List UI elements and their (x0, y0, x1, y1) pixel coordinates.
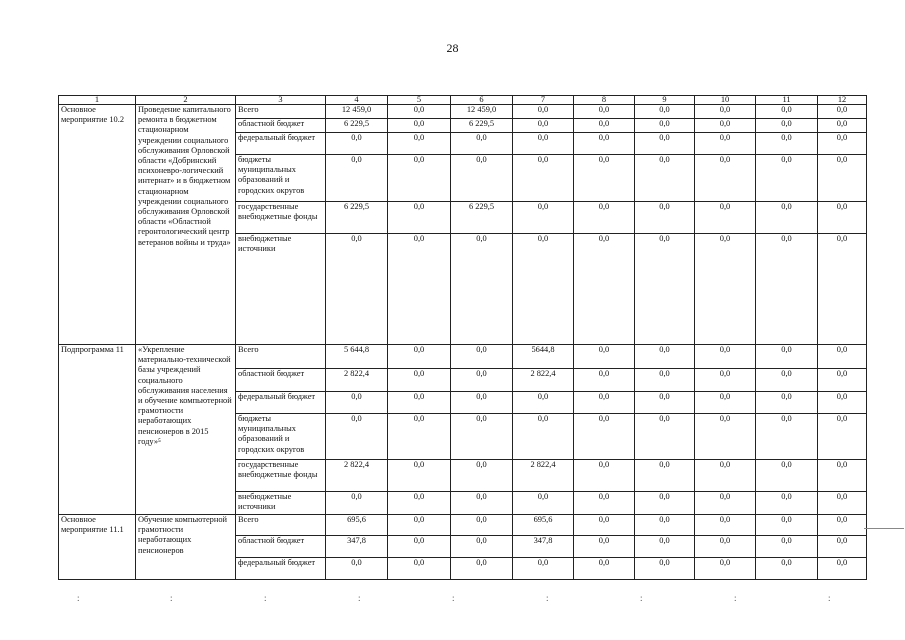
value-cell: 695,6 (513, 515, 574, 536)
value-cell: 0,0 (635, 119, 695, 133)
scan-dots (0, 593, 905, 603)
scan-mark: : (264, 593, 267, 603)
value-cell: 0,0 (574, 414, 635, 460)
value-cell: 0,0 (695, 119, 756, 133)
value-cell: 0,0 (635, 492, 695, 515)
value-cell: 0,0 (574, 392, 635, 414)
value-cell: 0,0 (326, 414, 388, 460)
value-cell: 0,0 (635, 392, 695, 414)
value-cell: 0,0 (695, 133, 756, 155)
value-cell: 0,0 (695, 369, 756, 392)
value-cell: 0,0 (695, 234, 756, 345)
value-cell: 0,0 (756, 345, 818, 369)
header-cell: 11 (756, 96, 818, 105)
value-cell: 0,0 (818, 202, 867, 234)
value-cell: 0,0 (818, 155, 867, 202)
value-cell: 0,0 (695, 155, 756, 202)
value-cell: 0,0 (451, 414, 513, 460)
value-cell: 0,0 (574, 202, 635, 234)
value-cell: 0,0 (635, 460, 695, 492)
value-cell: 0,0 (326, 133, 388, 155)
header-cell: 9 (635, 96, 695, 105)
value-cell: 0,0 (756, 369, 818, 392)
value-cell: 0,0 (695, 105, 756, 119)
value-cell: 0,0 (574, 105, 635, 119)
value-cell: 0,0 (451, 133, 513, 155)
value-cell: 0,0 (756, 414, 818, 460)
value-cell: 0,0 (574, 515, 635, 536)
funding-source-cell: областной бюджет (236, 536, 326, 558)
value-cell: 0,0 (326, 558, 388, 580)
value-cell: 0,0 (451, 536, 513, 558)
value-cell: 0,0 (756, 515, 818, 536)
scan-mark: : (358, 593, 361, 603)
value-cell: 0,0 (513, 105, 574, 119)
value-cell: 0,0 (388, 515, 451, 536)
header-cell: 6 (451, 96, 513, 105)
value-cell: 0,0 (635, 105, 695, 119)
funding-source-cell: бюджеты муниципальных образований и городских округов (236, 414, 326, 460)
header-cell: 1 (59, 96, 136, 105)
header-cell: 5 (388, 96, 451, 105)
value-cell: 0,0 (388, 105, 451, 119)
value-cell: 0,0 (695, 492, 756, 515)
scan-mark: : (828, 593, 831, 603)
value-cell: 0,0 (695, 392, 756, 414)
scan-mark: : (452, 593, 455, 603)
value-cell: 0,0 (451, 492, 513, 515)
table-body (59, 96, 867, 580)
value-cell: 0,0 (756, 119, 818, 133)
scan-mark: : (640, 593, 643, 603)
value-cell: 0,0 (756, 133, 818, 155)
value-cell: 0,0 (388, 202, 451, 234)
value-cell: 0,0 (388, 392, 451, 414)
value-cell: 12 459,0 (326, 105, 388, 119)
value-cell: 0,0 (818, 105, 867, 119)
value-cell: 0,0 (574, 345, 635, 369)
funding-source-cell: Всего (236, 345, 326, 369)
value-cell: 2 822,4 (513, 369, 574, 392)
funding-source-cell: Всего (236, 105, 326, 119)
header-cell: 7 (513, 96, 574, 105)
funding-source-cell: федеральный бюджет (236, 133, 326, 155)
value-cell: 0,0 (451, 369, 513, 392)
value-cell: 0,0 (635, 414, 695, 460)
header-cell: 12 (818, 96, 867, 105)
funding-source-cell: федеральный бюджет (236, 392, 326, 414)
value-cell: 0,0 (451, 515, 513, 536)
value-cell: 0,0 (818, 345, 867, 369)
value-cell: 0,0 (756, 392, 818, 414)
value-cell: 5644,8 (513, 345, 574, 369)
value-cell: 0,0 (574, 234, 635, 345)
value-cell: 6 229,5 (326, 119, 388, 133)
value-cell: 0,0 (388, 536, 451, 558)
value-cell: 0,0 (388, 119, 451, 133)
value-cell: 0,0 (326, 392, 388, 414)
value-cell: 0,0 (388, 345, 451, 369)
value-cell: 0,0 (326, 234, 388, 345)
table-row (59, 345, 867, 369)
value-cell: 0,0 (756, 105, 818, 119)
value-cell: 0,0 (388, 234, 451, 345)
value-cell: 0,0 (818, 515, 867, 536)
value-cell: 695,6 (326, 515, 388, 536)
funding-source-cell: внебюджетные источники (236, 492, 326, 515)
funding-source-cell: государственные внебюджетные фонды (236, 460, 326, 492)
scan-mark: : (734, 593, 737, 603)
funding-source-cell: Всего (236, 515, 326, 536)
value-cell: 0,0 (818, 392, 867, 414)
value-cell: 0,0 (635, 515, 695, 536)
value-cell: 0,0 (756, 492, 818, 515)
table-row (59, 105, 867, 119)
value-cell: 0,0 (326, 492, 388, 515)
value-cell: 0,0 (756, 234, 818, 345)
value-cell: 0,0 (818, 492, 867, 515)
value-cell: 0,0 (756, 558, 818, 580)
value-cell: 0,0 (513, 234, 574, 345)
value-cell: 0,0 (635, 234, 695, 345)
value-cell: 0,0 (574, 460, 635, 492)
funding-source-cell: областной бюджет (236, 369, 326, 392)
value-cell: 0,0 (695, 414, 756, 460)
value-cell: 0,0 (574, 155, 635, 202)
value-cell: 6 229,5 (326, 202, 388, 234)
header-cell: 10 (695, 96, 756, 105)
budget-table (58, 95, 867, 580)
value-cell: 0,0 (574, 536, 635, 558)
program-code-cell: Подпрограмма 11 (59, 345, 136, 515)
value-cell: 0,0 (388, 492, 451, 515)
value-cell: 0,0 (326, 155, 388, 202)
scan-mark: : (170, 593, 173, 603)
value-cell: 0,0 (513, 133, 574, 155)
value-cell: 0,0 (635, 558, 695, 580)
value-cell: 0,0 (756, 460, 818, 492)
funding-source-cell: государственные внебюджетные фонды (236, 202, 326, 234)
value-cell: 0,0 (695, 558, 756, 580)
value-cell: 0,0 (451, 392, 513, 414)
margin-rule (864, 528, 904, 529)
value-cell: 0,0 (695, 460, 756, 492)
value-cell: 6 229,5 (451, 119, 513, 133)
value-cell: 0,0 (635, 536, 695, 558)
value-cell: 0,0 (818, 536, 867, 558)
value-cell: 0,0 (695, 536, 756, 558)
funding-source-cell: областной бюджет (236, 119, 326, 133)
value-cell: 347,8 (326, 536, 388, 558)
value-cell: 0,0 (818, 119, 867, 133)
value-cell: 0,0 (635, 155, 695, 202)
value-cell: 5 644,8 (326, 345, 388, 369)
value-cell: 0,0 (513, 492, 574, 515)
program-name-cell: Проведение капитального ремонта в бюджетном стационарном учреждении социального обслуживания Орловской области «Добринский психоневро-логический интернат» и в бюджетном стационарном учреждении социального обслуживания Орловской области «Областной геронтологический центр ветеранов войны и труда» (136, 105, 236, 345)
value-cell: 2 822,4 (326, 369, 388, 392)
value-cell: 0,0 (451, 234, 513, 345)
value-cell: 0,0 (635, 345, 695, 369)
value-cell: 0,0 (513, 392, 574, 414)
header-cell: 8 (574, 96, 635, 105)
program-code-cell: Основное мероприятие 10.2 (59, 105, 136, 345)
value-cell: 0,0 (695, 515, 756, 536)
header-cell: 2 (136, 96, 236, 105)
value-cell: 0,0 (574, 133, 635, 155)
funding-source-cell: внебюджетные источники (236, 234, 326, 345)
value-cell: 0,0 (818, 234, 867, 345)
value-cell: 0,0 (388, 155, 451, 202)
value-cell: 0,0 (635, 369, 695, 392)
value-cell: 347,8 (513, 536, 574, 558)
program-name-cell: «Укрепление материально-технической базы учреждений социального обслуживания населения и обучение компьютерной грамотности неработающих пенсионеров в 2015 году»⁵ (136, 345, 236, 515)
value-cell: 0,0 (513, 119, 574, 133)
value-cell: 0,0 (451, 558, 513, 580)
program-code-cell: Основное мероприятие 11.1 (59, 515, 136, 580)
value-cell: 12 459,0 (451, 105, 513, 119)
value-cell: 0,0 (818, 369, 867, 392)
value-cell: 6 229,5 (451, 202, 513, 234)
header-cell: 4 (326, 96, 388, 105)
value-cell: 0,0 (451, 155, 513, 202)
value-cell: 0,0 (574, 369, 635, 392)
value-cell: 0,0 (388, 460, 451, 492)
value-cell: 0,0 (756, 155, 818, 202)
value-cell: 0,0 (818, 414, 867, 460)
page-number: 28 (446, 41, 459, 55)
value-cell: 0,0 (818, 460, 867, 492)
table-row (59, 515, 867, 536)
value-cell: 0,0 (635, 133, 695, 155)
value-cell: 2 822,4 (326, 460, 388, 492)
value-cell: 0,0 (388, 414, 451, 460)
value-cell: 0,0 (818, 133, 867, 155)
value-cell: 0,0 (388, 369, 451, 392)
value-cell: 0,0 (695, 345, 756, 369)
value-cell: 0,0 (513, 414, 574, 460)
program-name-cell: Обучение компьютерной грамотности неработающих пенсионеров (136, 515, 236, 580)
value-cell: 0,0 (818, 558, 867, 580)
value-cell: 0,0 (574, 558, 635, 580)
value-cell: 0,0 (513, 202, 574, 234)
value-cell: 0,0 (635, 202, 695, 234)
value-cell: 0,0 (756, 536, 818, 558)
value-cell: 0,0 (695, 202, 756, 234)
scan-mark: : (546, 593, 549, 603)
funding-source-cell: бюджеты муниципальных образований и городских округов (236, 155, 326, 202)
value-cell: 0,0 (756, 202, 818, 234)
value-cell: 0,0 (513, 558, 574, 580)
scan-mark: : (77, 593, 80, 603)
value-cell: 0,0 (513, 155, 574, 202)
value-cell: 0,0 (388, 558, 451, 580)
value-cell: 0,0 (574, 119, 635, 133)
header-cell: 3 (236, 96, 326, 105)
value-cell: 0,0 (451, 345, 513, 369)
value-cell: 0,0 (574, 492, 635, 515)
value-cell: 0,0 (388, 133, 451, 155)
header-row (59, 96, 867, 105)
value-cell: 0,0 (451, 460, 513, 492)
funding-source-cell: федеральный бюджет (236, 558, 326, 580)
value-cell: 2 822,4 (513, 460, 574, 492)
